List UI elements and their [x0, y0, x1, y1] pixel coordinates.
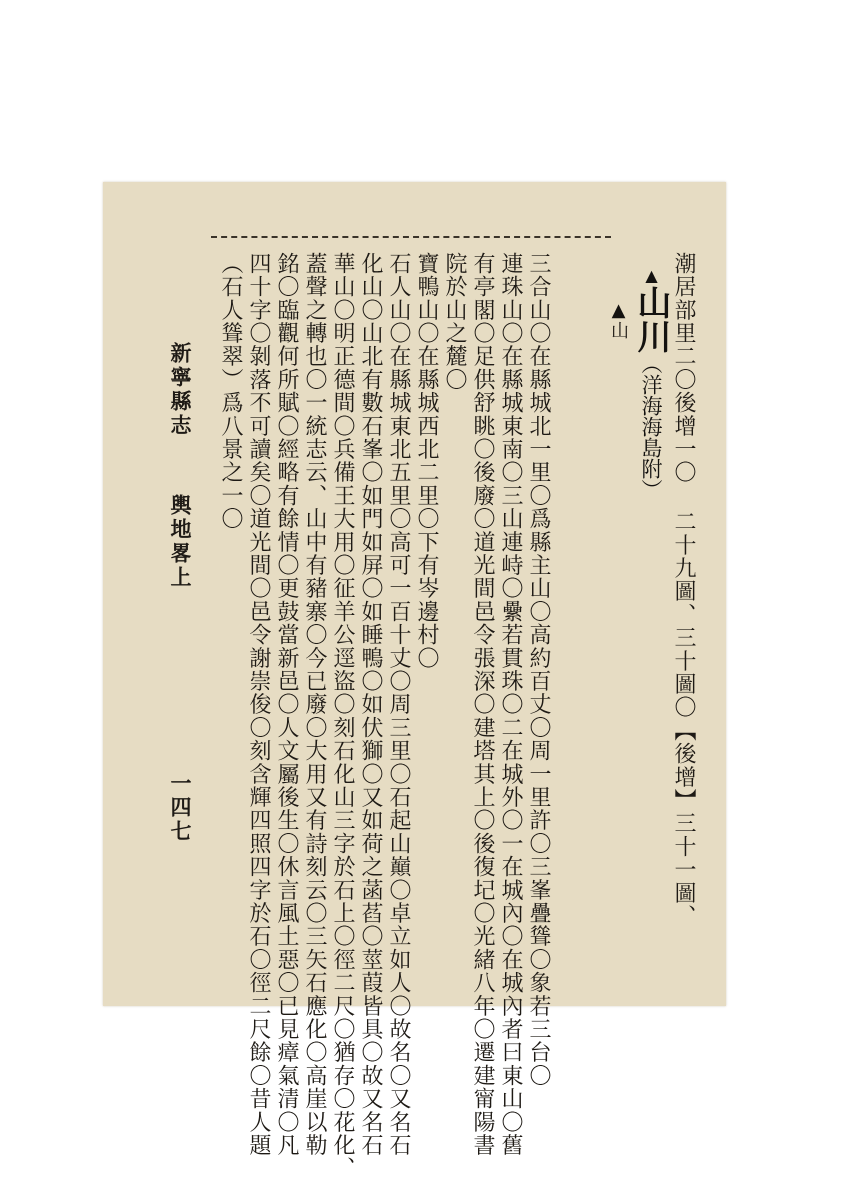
- text-column-2: 連珠山〇在縣城東南〇三山連峙〇纍若貫珠〇二在城外〇一在城內〇在城內者曰東山〇舊: [498, 252, 523, 1157]
- section-note: （洋海海島附）: [639, 353, 663, 500]
- section-heading: [627, 266, 676, 500]
- text-column-1: 三合山〇在縣城北一里〇爲縣主山〇高約百丈〇周一里許〇三峯疊聳〇象若三台〇: [526, 252, 551, 1088]
- text-column-12: （石人聳翠）爲八景之一〇: [218, 252, 243, 531]
- text-column-5: 寶鴨山〇在縣城西北二里〇下有岑邊村〇: [414, 252, 439, 670]
- subsection-triangle-icon: ▲: [608, 300, 629, 321]
- footer-section: 輿地畧上: [168, 494, 193, 590]
- text-column-6: 石人山〇在縣城東北五里〇高可一百十丈〇周三里〇石起山巔〇卓立如人〇故名〇又名石: [386, 252, 411, 1157]
- text-column-10: 銘〇臨觀何所賦〇經略有餘情〇更鼓當新邑〇人文屬後生〇休言風土惡〇已見瘴氣清〇凡: [274, 252, 299, 1157]
- document-page: [103, 182, 726, 1180]
- subsection-title: 山: [608, 321, 629, 339]
- text-column-7: 化山〇山北有數石峯〇如門如屏〇如睡鴨〇如伏獅〇又如荷之菡萏〇莖葭皆具〇故又名石: [358, 252, 383, 1157]
- text-column-3: 有亭閣〇足供舒眺〇後廢〇道光間邑令張深〇建塔其上〇後復圮〇光緒八年〇遷建甯陽書: [470, 252, 495, 1157]
- subsection-heading: [605, 300, 631, 339]
- text-column-9: 蓋聲之轉也〇一統志云、山中有豬寨〇今已廢〇大用又有詩刻云〇三矢石應化〇高崖以勒: [302, 252, 327, 1157]
- header-line: 潮居部里二〇後增一〇 二十九圖、三十圖〇【後增】三十一圖、: [671, 252, 696, 928]
- section-triangle-icon: ▲: [642, 266, 661, 285]
- page-number: 一四七: [168, 772, 193, 844]
- text-column-11: 四十字〇剝落不可讀矣〇道光間〇邑令謝崇俊〇刻含輝四照四字於石〇徑二尺餘〇昔人題: [246, 252, 271, 1157]
- footer-title: 新寧縣志: [168, 342, 193, 438]
- text-column-4: 院於山之麓〇: [442, 252, 467, 392]
- text-column-8: 華山〇明正德間〇兵備王大用〇征羊公逕盜〇刻石化山三字於石上〇徑二尺〇猶存〇花化、: [330, 252, 355, 1180]
- top-rule: [211, 236, 611, 238]
- section-title: 山川: [631, 285, 671, 353]
